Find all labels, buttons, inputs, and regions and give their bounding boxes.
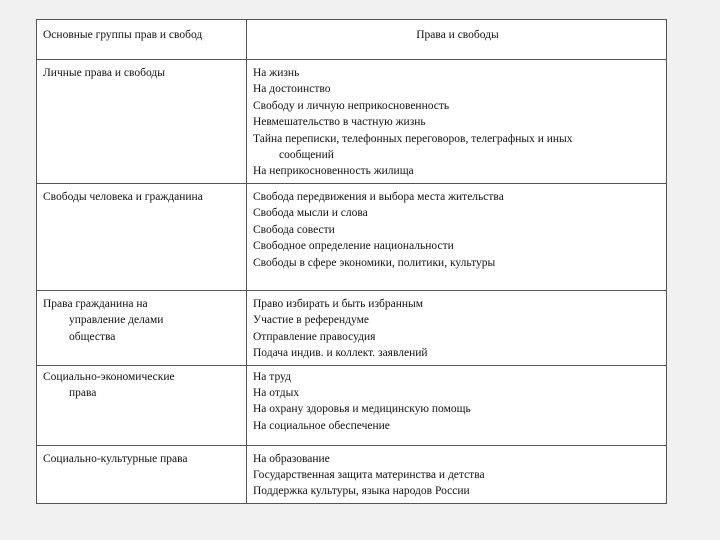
table-row xyxy=(37,365,667,445)
group-label-continuation: права xyxy=(69,387,97,400)
group-cell xyxy=(37,365,247,445)
rights-cell xyxy=(247,60,667,184)
right-item: Поддержка культуры, языка народов России xyxy=(253,485,470,498)
rights-cell xyxy=(247,291,667,366)
group-label: Личные права и свободы xyxy=(43,67,165,79)
group-label: Свободы человека и гражданина xyxy=(43,191,203,203)
group-cell xyxy=(37,291,247,366)
right-item: Право избирать и быть избранным xyxy=(253,298,424,310)
right-item: Невмешательство в частную жизнь xyxy=(253,116,426,129)
right-item: Отправление правосудия xyxy=(253,330,376,343)
group-label: Социально-культурные права xyxy=(43,452,188,465)
right-item: На неприкосновенность жилища xyxy=(253,165,414,178)
right-item: Свободы в сфере экономики, политики, культуры xyxy=(253,256,496,269)
table-row xyxy=(37,184,667,291)
group-label: Социально-экономические xyxy=(43,370,175,383)
right-item: Подача индив. и коллект. заявлений xyxy=(253,347,428,360)
right-item: На социальное обеспечение xyxy=(253,419,390,432)
right-item: Тайна переписки, телефонных переговоров, телеграфных и иных xyxy=(253,132,573,145)
table-row xyxy=(37,445,667,503)
right-item: Свобода совести xyxy=(253,223,335,236)
right-item: На отдых xyxy=(253,387,300,400)
right-item: На труд xyxy=(253,370,291,383)
table-row xyxy=(37,60,667,184)
group-label-continuation: управление делами xyxy=(69,314,164,327)
right-item: На достоинство xyxy=(253,83,331,96)
header-rights-cell: Права и свободы xyxy=(247,20,667,60)
right-item: Свобода передвижения и выбора места жительства xyxy=(253,191,504,203)
group-label-continuation: общества xyxy=(69,330,116,343)
rights-cell xyxy=(247,445,667,503)
rights-cell xyxy=(247,365,667,445)
rights-table xyxy=(36,19,667,504)
header-groups-cell: Основные группы прав и свобод xyxy=(37,20,247,60)
table-row xyxy=(37,291,667,366)
right-item: Свободное определение национальности xyxy=(253,240,454,253)
right-item: Свободу и личную неприкосновенность xyxy=(253,99,450,112)
group-cell xyxy=(37,184,247,291)
rights-cell xyxy=(247,184,667,291)
right-item: Свобода мысли и слова xyxy=(253,207,368,220)
right-item: На жизнь xyxy=(253,67,300,79)
group-label: Права гражданина на xyxy=(43,298,148,310)
right-item: На охрану здоровья и медицинскую помощь xyxy=(253,403,471,416)
right-item: Государственная защита материнства и детства xyxy=(253,469,485,482)
group-cell xyxy=(37,445,247,503)
right-item: На образование xyxy=(253,452,330,465)
right-item: Участие в референдуме xyxy=(253,314,369,327)
right-item-continuation: сообщений xyxy=(279,149,334,162)
table-header-row xyxy=(37,20,667,60)
group-cell xyxy=(37,60,247,184)
